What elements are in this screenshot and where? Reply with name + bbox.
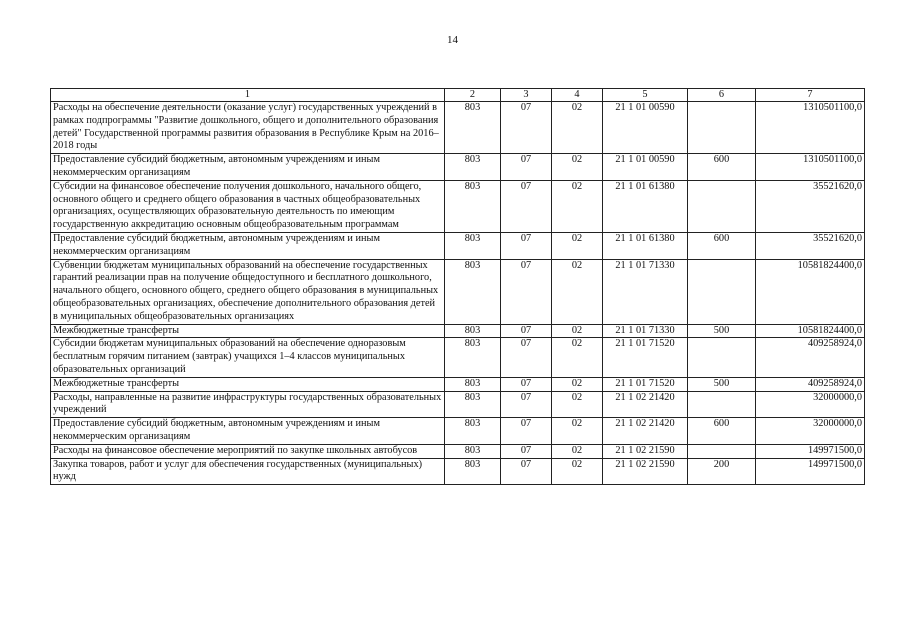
expense-type-cell <box>688 102 756 154</box>
expense-type-cell: 500 <box>688 377 756 391</box>
target-code-cell: 21 1 01 71520 <box>603 338 688 377</box>
table-row <box>51 102 865 154</box>
item-name-cell: Субвенции бюджетам муниципальных образований на обеспечение государственных гарантий реализации прав на получение общедоступного и бесплатного дошкольного, начального общего, основного общего, среднего общего образования в муниципальных общеобразовательных организациях, обеспечение дополнительного образования детей в муниципальных общеобразовательных организациях <box>51 259 445 324</box>
item-name-cell: Расходы на финансовое обеспечение мероприятий по закупке школьных автобусов <box>51 444 445 458</box>
section-code-cell: 07 <box>501 180 552 232</box>
section-code-cell: 07 <box>501 377 552 391</box>
section-code-cell: 07 <box>501 102 552 154</box>
ministry-code-cell: 803 <box>445 444 501 458</box>
item-name-cell: Предоставление субсидий бюджетным, автономным учреждениям и иным некоммерческим организациям <box>51 418 445 445</box>
section-code-cell: 07 <box>501 259 552 324</box>
subsection-code-cell: 02 <box>552 418 603 445</box>
target-code-cell: 21 1 01 61380 <box>603 232 688 259</box>
table-row <box>51 418 865 445</box>
amount-cell: 10581824400,0 <box>756 324 865 338</box>
subsection-code-cell: 02 <box>552 324 603 338</box>
column-header: 4 <box>552 89 603 102</box>
expense-type-cell: 600 <box>688 232 756 259</box>
item-name-cell: Расходы на обеспечение деятельности (оказание услуг) государственных учреждений в рамках подпрограммы "Развитие дошкольного, общего и дополнительного образования детей" Государственной программы развития образования в Республике Крым на 2016–2018 годы <box>51 102 445 154</box>
item-name-cell: Межбюджетные трансферты <box>51 377 445 391</box>
expense-type-cell <box>688 180 756 232</box>
subsection-code-cell: 02 <box>552 232 603 259</box>
item-name-cell: Закупка товаров, работ и услуг для обеспечения государственных (муниципальных) нужд <box>51 458 445 485</box>
target-code-cell: 21 1 02 21420 <box>603 391 688 418</box>
budget-table <box>50 88 865 485</box>
subsection-code-cell: 02 <box>552 259 603 324</box>
ministry-code-cell: 803 <box>445 259 501 324</box>
table-row <box>51 324 865 338</box>
table-row <box>51 444 865 458</box>
table-row <box>51 232 865 259</box>
table-row <box>51 154 865 181</box>
expense-type-cell: 600 <box>688 154 756 181</box>
target-code-cell: 21 1 01 00590 <box>603 102 688 154</box>
ministry-code-cell: 803 <box>445 377 501 391</box>
item-name-cell: Предоставление субсидий бюджетным, автономным учреждениям и иным некоммерческим организациям <box>51 232 445 259</box>
item-name-cell: Предоставление субсидий бюджетным, автономным учреждениям и иным некоммерческим организациям <box>51 154 445 181</box>
subsection-code-cell: 02 <box>552 444 603 458</box>
item-name-cell: Субсидии на финансовое обеспечение получения дошкольного, начального общего, основного общего и среднего общего образования в частных общеобразовательных организациях, осуществляющих образовательную деятельность по имеющим государственную аккредитацию основным общеобразовательным программам <box>51 180 445 232</box>
ministry-code-cell: 803 <box>445 418 501 445</box>
amount-cell: 1310501100,0 <box>756 154 865 181</box>
ministry-code-cell: 803 <box>445 391 501 418</box>
expense-type-cell: 600 <box>688 418 756 445</box>
table-row <box>51 391 865 418</box>
column-header: 3 <box>501 89 552 102</box>
page-number: 14 <box>447 34 458 46</box>
target-code-cell: 21 1 01 71330 <box>603 259 688 324</box>
table-row <box>51 377 865 391</box>
amount-cell: 35521620,0 <box>756 180 865 232</box>
ministry-code-cell: 803 <box>445 324 501 338</box>
column-header: 2 <box>445 89 501 102</box>
table-row <box>51 259 865 324</box>
amount-cell: 32000000,0 <box>756 418 865 445</box>
target-code-cell: 21 1 02 21590 <box>603 458 688 485</box>
section-code-cell: 07 <box>501 338 552 377</box>
item-name-cell: Расходы, направленные на развитие инфраструктуры государственных образовательных учреждений <box>51 391 445 418</box>
subsection-code-cell: 02 <box>552 458 603 485</box>
column-header: 6 <box>688 89 756 102</box>
item-name-cell: Межбюджетные трансферты <box>51 324 445 338</box>
column-header: 7 <box>756 89 865 102</box>
expense-type-cell <box>688 338 756 377</box>
subsection-code-cell: 02 <box>552 154 603 181</box>
section-code-cell: 07 <box>501 444 552 458</box>
subsection-code-cell: 02 <box>552 377 603 391</box>
target-code-cell: 21 1 01 71330 <box>603 324 688 338</box>
column-header: 1 <box>51 89 445 102</box>
section-code-cell: 07 <box>501 232 552 259</box>
ministry-code-cell: 803 <box>445 180 501 232</box>
table-header-row <box>51 89 865 102</box>
ministry-code-cell: 803 <box>445 102 501 154</box>
section-code-cell: 07 <box>501 458 552 485</box>
target-code-cell: 21 1 01 61380 <box>603 180 688 232</box>
expense-type-cell <box>688 444 756 458</box>
ministry-code-cell: 803 <box>445 458 501 485</box>
ministry-code-cell: 803 <box>445 232 501 259</box>
target-code-cell: 21 1 02 21420 <box>603 418 688 445</box>
ministry-code-cell: 803 <box>445 154 501 181</box>
table-row <box>51 180 865 232</box>
expense-type-cell: 200 <box>688 458 756 485</box>
expense-type-cell <box>688 259 756 324</box>
section-code-cell: 07 <box>501 154 552 181</box>
ministry-code-cell: 803 <box>445 338 501 377</box>
section-code-cell: 07 <box>501 324 552 338</box>
section-code-cell: 07 <box>501 418 552 445</box>
amount-cell: 1310501100,0 <box>756 102 865 154</box>
amount-cell: 35521620,0 <box>756 232 865 259</box>
subsection-code-cell: 02 <box>552 391 603 418</box>
subsection-code-cell: 02 <box>552 180 603 232</box>
amount-cell: 32000000,0 <box>756 391 865 418</box>
subsection-code-cell: 02 <box>552 102 603 154</box>
amount-cell: 409258924,0 <box>756 377 865 391</box>
table-body <box>51 102 865 485</box>
expense-type-cell: 500 <box>688 324 756 338</box>
section-code-cell: 07 <box>501 391 552 418</box>
amount-cell: 149971500,0 <box>756 444 865 458</box>
amount-cell: 409258924,0 <box>756 338 865 377</box>
item-name-cell: Субсидии бюджетам муниципальных образований на обеспечение одноразовым бесплатным горячим питанием (завтрак) учащихся 1–4 классов муниципальных образовательных организаций <box>51 338 445 377</box>
amount-cell: 149971500,0 <box>756 458 865 485</box>
target-code-cell: 21 1 02 21590 <box>603 444 688 458</box>
column-header: 5 <box>603 89 688 102</box>
target-code-cell: 21 1 01 00590 <box>603 154 688 181</box>
subsection-code-cell: 02 <box>552 338 603 377</box>
expense-type-cell <box>688 391 756 418</box>
target-code-cell: 21 1 01 71520 <box>603 377 688 391</box>
amount-cell: 10581824400,0 <box>756 259 865 324</box>
table-row <box>51 338 865 377</box>
table-row <box>51 458 865 485</box>
